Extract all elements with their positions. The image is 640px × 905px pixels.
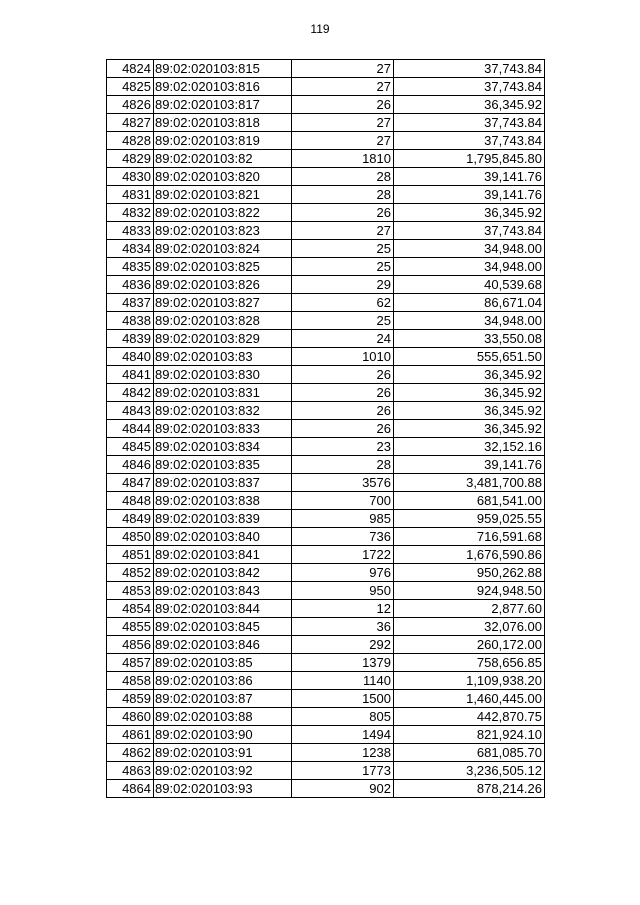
- table-row: [107, 618, 545, 636]
- table-row: [107, 582, 545, 600]
- area-cell: 26: [292, 384, 394, 402]
- value-cell: 39,141.76: [394, 168, 545, 186]
- row-number-cell: 4848: [107, 492, 154, 510]
- cadastral-number-cell: 89:02:020103:820: [154, 168, 292, 186]
- row-number-cell: 4831: [107, 186, 154, 204]
- row-number-cell: 4824: [107, 60, 154, 78]
- cadastral-number-cell: 89:02:020103:828: [154, 312, 292, 330]
- table-row: [107, 114, 545, 132]
- table-row: [107, 708, 545, 726]
- value-cell: 555,651.50: [394, 348, 545, 366]
- cadastral-number-cell: 89:02:020103:90: [154, 726, 292, 744]
- cadastral-number-cell: 89:02:020103:93: [154, 780, 292, 798]
- table-row: [107, 672, 545, 690]
- area-cell: 27: [292, 114, 394, 132]
- row-number-cell: 4839: [107, 330, 154, 348]
- value-cell: 3,236,505.12: [394, 762, 545, 780]
- cadastral-number-cell: 89:02:020103:825: [154, 258, 292, 276]
- row-number-cell: 4835: [107, 258, 154, 276]
- value-cell: 34,948.00: [394, 312, 545, 330]
- cadastral-number-cell: 89:02:020103:91: [154, 744, 292, 762]
- area-cell: 1379: [292, 654, 394, 672]
- area-cell: 805: [292, 708, 394, 726]
- row-number-cell: 4830: [107, 168, 154, 186]
- area-cell: 292: [292, 636, 394, 654]
- table-row: [107, 312, 545, 330]
- value-cell: 36,345.92: [394, 204, 545, 222]
- cadastral-number-cell: 89:02:020103:837: [154, 474, 292, 492]
- area-cell: 1500: [292, 690, 394, 708]
- value-cell: 34,948.00: [394, 240, 545, 258]
- cadastral-number-cell: 89:02:020103:824: [154, 240, 292, 258]
- row-number-cell: 4853: [107, 582, 154, 600]
- cadastral-number-cell: 89:02:020103:832: [154, 402, 292, 420]
- table-row: [107, 654, 545, 672]
- area-cell: 26: [292, 402, 394, 420]
- area-cell: 26: [292, 96, 394, 114]
- row-number-cell: 4851: [107, 546, 154, 564]
- area-cell: 24: [292, 330, 394, 348]
- table-row: [107, 150, 545, 168]
- cadastral-number-cell: 89:02:020103:823: [154, 222, 292, 240]
- cadastral-number-cell: 89:02:020103:841: [154, 546, 292, 564]
- page-number: 119: [310, 22, 330, 36]
- row-number-cell: 4837: [107, 294, 154, 312]
- value-cell: 3,481,700.88: [394, 474, 545, 492]
- table-row: [107, 600, 545, 618]
- value-cell: 33,550.08: [394, 330, 545, 348]
- value-cell: 36,345.92: [394, 96, 545, 114]
- table-row: [107, 222, 545, 240]
- area-cell: 1494: [292, 726, 394, 744]
- value-cell: 37,743.84: [394, 114, 545, 132]
- table-row: [107, 780, 545, 798]
- value-cell: 39,141.76: [394, 186, 545, 204]
- area-cell: 27: [292, 78, 394, 96]
- table-row: [107, 204, 545, 222]
- value-cell: 37,743.84: [394, 78, 545, 96]
- area-cell: 985: [292, 510, 394, 528]
- table-row: [107, 384, 545, 402]
- area-cell: 25: [292, 258, 394, 276]
- area-cell: 28: [292, 456, 394, 474]
- table-body: [107, 60, 545, 798]
- row-number-cell: 4844: [107, 420, 154, 438]
- table-row: [107, 762, 545, 780]
- row-number-cell: 4828: [107, 132, 154, 150]
- area-cell: 62: [292, 294, 394, 312]
- value-cell: 2,877.60: [394, 600, 545, 618]
- area-cell: 12: [292, 600, 394, 618]
- area-cell: 1810: [292, 150, 394, 168]
- row-number-cell: 4833: [107, 222, 154, 240]
- area-cell: 26: [292, 204, 394, 222]
- value-cell: 1,109,938.20: [394, 672, 545, 690]
- cadastral-number-cell: 89:02:020103:821: [154, 186, 292, 204]
- area-cell: 1722: [292, 546, 394, 564]
- table-row: [107, 168, 545, 186]
- cadastral-number-cell: 89:02:020103:843: [154, 582, 292, 600]
- value-cell: 260,172.00: [394, 636, 545, 654]
- cadastral-number-cell: 89:02:020103:842: [154, 564, 292, 582]
- table-row: [107, 348, 545, 366]
- cadastral-number-cell: 89:02:020103:833: [154, 420, 292, 438]
- table-row: [107, 330, 545, 348]
- area-cell: 25: [292, 240, 394, 258]
- value-cell: 36,345.92: [394, 384, 545, 402]
- value-cell: 34,948.00: [394, 258, 545, 276]
- table-row: [107, 438, 545, 456]
- area-cell: 26: [292, 420, 394, 438]
- row-number-cell: 4836: [107, 276, 154, 294]
- table-row: [107, 402, 545, 420]
- cadastral-number-cell: 89:02:020103:844: [154, 600, 292, 618]
- value-cell: 36,345.92: [394, 420, 545, 438]
- row-number-cell: 4843: [107, 402, 154, 420]
- cadastral-number-cell: 89:02:020103:817: [154, 96, 292, 114]
- table-row: [107, 564, 545, 582]
- row-number-cell: 4861: [107, 726, 154, 744]
- table-row: [107, 96, 545, 114]
- row-number-cell: 4860: [107, 708, 154, 726]
- table-row: [107, 492, 545, 510]
- table-row: [107, 474, 545, 492]
- cadastral-number-cell: 89:02:020103:92: [154, 762, 292, 780]
- row-number-cell: 4855: [107, 618, 154, 636]
- row-number-cell: 4845: [107, 438, 154, 456]
- cadastral-number-cell: 89:02:020103:830: [154, 366, 292, 384]
- value-cell: 442,870.75: [394, 708, 545, 726]
- value-cell: 878,214.26: [394, 780, 545, 798]
- cadastral-number-cell: 89:02:020103:83: [154, 348, 292, 366]
- cadastral-number-cell: 89:02:020103:838: [154, 492, 292, 510]
- row-number-cell: 4846: [107, 456, 154, 474]
- value-cell: 1,676,590.86: [394, 546, 545, 564]
- row-number-cell: 4858: [107, 672, 154, 690]
- area-cell: 976: [292, 564, 394, 582]
- area-cell: 28: [292, 186, 394, 204]
- row-number-cell: 4854: [107, 600, 154, 618]
- row-number-cell: 4859: [107, 690, 154, 708]
- area-cell: 1773: [292, 762, 394, 780]
- value-cell: 40,539.68: [394, 276, 545, 294]
- value-cell: 86,671.04: [394, 294, 545, 312]
- area-cell: 29: [292, 276, 394, 294]
- row-number-cell: 4834: [107, 240, 154, 258]
- cadastral-number-cell: 89:02:020103:88: [154, 708, 292, 726]
- table-row: [107, 240, 545, 258]
- table-row: [107, 726, 545, 744]
- area-cell: 27: [292, 132, 394, 150]
- area-cell: 36: [292, 618, 394, 636]
- value-cell: 681,085.70: [394, 744, 545, 762]
- value-cell: 821,924.10: [394, 726, 545, 744]
- cadastral-number-cell: 89:02:020103:819: [154, 132, 292, 150]
- area-cell: 700: [292, 492, 394, 510]
- table-row: [107, 690, 545, 708]
- area-cell: 25: [292, 312, 394, 330]
- table-row: [107, 636, 545, 654]
- cadastral-number-cell: 89:02:020103:822: [154, 204, 292, 222]
- area-cell: 27: [292, 60, 394, 78]
- row-number-cell: 4832: [107, 204, 154, 222]
- value-cell: 716,591.68: [394, 528, 545, 546]
- cadastral-number-cell: 89:02:020103:85: [154, 654, 292, 672]
- area-cell: 950: [292, 582, 394, 600]
- area-cell: 23: [292, 438, 394, 456]
- area-cell: 1140: [292, 672, 394, 690]
- area-cell: 1238: [292, 744, 394, 762]
- value-cell: 39,141.76: [394, 456, 545, 474]
- row-number-cell: 4829: [107, 150, 154, 168]
- table-row: [107, 528, 545, 546]
- cadastral-number-cell: 89:02:020103:839: [154, 510, 292, 528]
- table-row: [107, 276, 545, 294]
- table-row: [107, 60, 545, 78]
- area-cell: 1010: [292, 348, 394, 366]
- value-cell: 36,345.92: [394, 402, 545, 420]
- value-cell: 37,743.84: [394, 60, 545, 78]
- cadastral-number-cell: 89:02:020103:86: [154, 672, 292, 690]
- value-cell: 37,743.84: [394, 132, 545, 150]
- table-row: [107, 132, 545, 150]
- cadastral-number-cell: 89:02:020103:840: [154, 528, 292, 546]
- row-number-cell: 4849: [107, 510, 154, 528]
- value-cell: 1,795,845.80: [394, 150, 545, 168]
- cadastral-number-cell: 89:02:020103:831: [154, 384, 292, 402]
- row-number-cell: 4841: [107, 366, 154, 384]
- table-row: [107, 420, 545, 438]
- row-number-cell: 4842: [107, 384, 154, 402]
- table-row: [107, 366, 545, 384]
- cadastral-number-cell: 89:02:020103:846: [154, 636, 292, 654]
- value-cell: 950,262.88: [394, 564, 545, 582]
- cadastral-number-cell: 89:02:020103:829: [154, 330, 292, 348]
- value-cell: 32,152.16: [394, 438, 545, 456]
- value-cell: 37,743.84: [394, 222, 545, 240]
- cadastral-number-cell: 89:02:020103:845: [154, 618, 292, 636]
- cadastral-number-cell: 89:02:020103:87: [154, 690, 292, 708]
- table-row: [107, 258, 545, 276]
- area-cell: 3576: [292, 474, 394, 492]
- row-number-cell: 4857: [107, 654, 154, 672]
- row-number-cell: 4862: [107, 744, 154, 762]
- cadastral-number-cell: 89:02:020103:835: [154, 456, 292, 474]
- cadastral-table: [106, 59, 545, 798]
- table-row: [107, 186, 545, 204]
- row-number-cell: 4825: [107, 78, 154, 96]
- area-cell: 736: [292, 528, 394, 546]
- value-cell: 924,948.50: [394, 582, 545, 600]
- cadastral-number-cell: 89:02:020103:815: [154, 60, 292, 78]
- row-number-cell: 4863: [107, 762, 154, 780]
- table-row: [107, 78, 545, 96]
- cadastral-number-cell: 89:02:020103:816: [154, 78, 292, 96]
- table-row: [107, 456, 545, 474]
- area-cell: 26: [292, 366, 394, 384]
- row-number-cell: 4847: [107, 474, 154, 492]
- row-number-cell: 4826: [107, 96, 154, 114]
- table-row: [107, 546, 545, 564]
- cadastral-number-cell: 89:02:020103:82: [154, 150, 292, 168]
- value-cell: 959,025.55: [394, 510, 545, 528]
- cadastral-number-cell: 89:02:020103:826: [154, 276, 292, 294]
- row-number-cell: 4827: [107, 114, 154, 132]
- area-cell: 28: [292, 168, 394, 186]
- row-number-cell: 4852: [107, 564, 154, 582]
- table-row: [107, 510, 545, 528]
- value-cell: 32,076.00: [394, 618, 545, 636]
- row-number-cell: 4840: [107, 348, 154, 366]
- row-number-cell: 4838: [107, 312, 154, 330]
- value-cell: 36,345.92: [394, 366, 545, 384]
- cadastral-number-cell: 89:02:020103:827: [154, 294, 292, 312]
- value-cell: 1,460,445.00: [394, 690, 545, 708]
- value-cell: 681,541.00: [394, 492, 545, 510]
- value-cell: 758,656.85: [394, 654, 545, 672]
- row-number-cell: 4856: [107, 636, 154, 654]
- cadastral-number-cell: 89:02:020103:834: [154, 438, 292, 456]
- row-number-cell: 4850: [107, 528, 154, 546]
- table-row: [107, 294, 545, 312]
- cadastral-number-cell: 89:02:020103:818: [154, 114, 292, 132]
- area-cell: 27: [292, 222, 394, 240]
- row-number-cell: 4864: [107, 780, 154, 798]
- area-cell: 902: [292, 780, 394, 798]
- table-row: [107, 744, 545, 762]
